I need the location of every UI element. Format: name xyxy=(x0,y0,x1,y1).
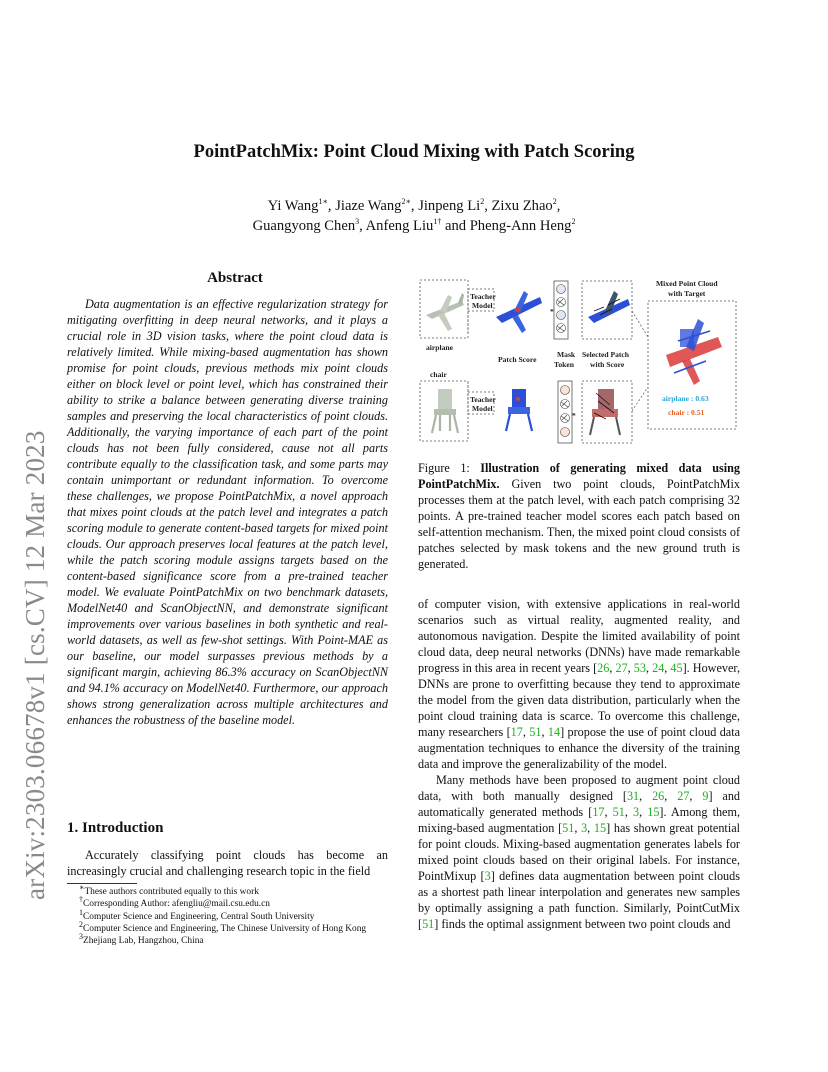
author-name: Yi Wang xyxy=(267,198,319,214)
citation-link[interactable]: 51 xyxy=(562,821,575,835)
author-affiliation-mark: 1† xyxy=(433,217,442,227)
author-name: Zixu Zhao xyxy=(491,198,553,214)
label-patch-score: Patch Score xyxy=(498,355,537,364)
svg-text:Teacher: Teacher xyxy=(470,292,496,301)
mix-operator-top: * xyxy=(550,307,554,316)
citation-link[interactable]: 15 xyxy=(647,805,660,819)
selected-patches-top xyxy=(582,281,632,339)
author-name: Pheng-Ann Heng xyxy=(469,218,572,234)
label-mask: Mask xyxy=(557,350,576,359)
svg-text:Teacher: Teacher xyxy=(470,395,496,404)
figure-1-caption xyxy=(418,460,740,572)
mask-token-column-top xyxy=(554,281,568,339)
citation-link[interactable]: 3 xyxy=(632,805,640,819)
author-affiliation-mark: 3 xyxy=(355,217,360,227)
citation-link[interactable]: 51 xyxy=(529,725,542,739)
author-name: Jiaze Wang xyxy=(335,198,402,214)
author-affiliation-mark: 2 xyxy=(552,197,557,207)
author-name: Anfeng Liu xyxy=(365,218,434,234)
citation-link[interactable]: 17 xyxy=(592,805,605,819)
result-airplane-score: airplane : 0.63 xyxy=(662,394,709,403)
caption-prefix: Figure 1: xyxy=(418,461,481,475)
author-list xyxy=(0,196,828,236)
citation-link[interactable]: 45 xyxy=(670,661,683,675)
author-name: Jinpeng Li xyxy=(418,198,481,214)
arxiv-identifier: arXiv:2303.06678v1 [cs.CV] 12 Mar 2023 xyxy=(20,430,50,900)
mix-operator-bottom: * xyxy=(572,411,576,420)
caption-bold-title: Illustration of generating mixed data using PointPatchMix. xyxy=(418,461,740,491)
svg-text:Model: Model xyxy=(472,404,493,413)
paper-title: PointPatchMix: Point Cloud Mixing with Patch Scoring xyxy=(193,142,635,162)
citation-link[interactable]: 14 xyxy=(547,725,561,739)
body-paragraph-1: of computer vision, with extensive applications in real-world scenarios such as virtual reality, augmented reality, and autonomous navigation. Despite the limited availability of point cloud data, deep neural networks (DNNs) have made remarkable progress in this area in recent years [26, 27, 53, 24, 45]. However, DNNs are prone to overfitting because they tend to approximate the model from the given data distribution, particularly when the point cloud training data is scarce. To overcome this challenge, many researchers [17, 51, 14] propose the use of point cloud data augmentation techniques to enhance the diversity of the training data and improve the generalizability of the model. xyxy=(418,597,741,771)
body-paragraph-2: Many methods have been proposed to augment point cloud data, with both manually designed [31, 26, 27, 9] and automatically generated methods [17, 51, 3, 15]. Among them, mixing-based augmentation [51, 3, 15] has shown great potential for point clouds. Mixing-based augmentation generates labels for mixed point clouds based on their original labels. For instance, PointMixup [3] defines data augmentation between point clouds as a shortest path linear interpolation and generates new samples by optimally assigning a path function. Similarly, PointCutMix [51] finds the optimal assignment between two point clouds and xyxy=(418,773,741,931)
abstract-heading: Abstract xyxy=(207,270,263,286)
citation-link[interactable]: 9 xyxy=(702,789,709,803)
label-selected-patch: Selected Patch xyxy=(582,350,630,359)
teacher-model-bottom xyxy=(468,392,496,414)
scored-airplane-cloud xyxy=(496,291,542,333)
citation-link[interactable]: 53 xyxy=(633,661,646,675)
label-airplane: airplane xyxy=(426,343,454,352)
chair-point-cloud-image xyxy=(420,381,468,441)
author-affiliation-mark: 2∗ xyxy=(401,197,411,207)
author-line-1: Yi Wang$^{1∗}$, Jiaze Wang$^{2∗}$, Jinpeng Li$^2$, Zixu Zhao$^2$, xyxy=(267,197,561,214)
airplane-point-cloud-image xyxy=(420,280,468,338)
label-with-target: with Target xyxy=(668,289,706,298)
author-affiliation-mark: 2 xyxy=(571,217,576,227)
label-token: Token xyxy=(554,360,574,369)
footnote: $^1$Computer Science and Engineering, Central South University xyxy=(79,907,315,922)
footnote: ∗These authors contributed equally to this work xyxy=(79,882,259,897)
footnote: †Corresponding Author: afengliu@mail.csu.edu.cn xyxy=(79,895,270,910)
right-column-body xyxy=(418,596,740,932)
author-line-2: Guangyong Chen$^3$, Anfeng Liu$^{1\dagger}$ and Pheng-Ann Heng$^2$ xyxy=(252,217,576,234)
footnote: $^2$Computer Science and Engineering, The Chinese University of Hong Kong xyxy=(79,919,367,934)
footnote-rule xyxy=(67,883,137,884)
citation-link[interactable]: 24 xyxy=(652,661,665,675)
author-affiliation-mark: 1∗ xyxy=(318,197,328,207)
citation-link[interactable]: 51 xyxy=(612,805,625,819)
citation-link[interactable]: 3 xyxy=(581,821,588,835)
citation-link[interactable]: 15 xyxy=(593,821,607,835)
result-chair-score: chair : 0.51 xyxy=(668,408,705,417)
citation-link[interactable]: 51 xyxy=(422,917,435,931)
scored-chair-cloud xyxy=(506,389,532,431)
teacher-model-top xyxy=(468,289,496,311)
citation-link[interactable]: 26 xyxy=(597,661,610,675)
citation-link[interactable]: 31 xyxy=(626,789,640,803)
abstract-text: Data augmentation is an effective regularization strategy for mitigating overfitting in deep neural networks, and it plays a crucial role in 3D vision tasks, where the point cloud data is relatively limited. While mixing-based augmentation has shown promise for point clouds, previous methods mix point clouds either on block level or point level, which has constrained their ability to strike a balance between generating diverse training samples and preserving the local characteristics of point clouds. Additionally, the varying importance of each part of the point clouds has not been fully considered, cause not all parts contribute equally to the classification task, and some parts may contain unimportant or redundant information. To overcome these challenges, we propose PointPatchMix, a novel approach that mixes point clouds at the patch level and integrates a patch scoring module to generate content-based targets for mixed point clouds. Our approach preserves local features at the patch level, while the patch scoring module assigns targets based on the content-based significance score from a pre-trained teacher model. We evaluate PointPatchMix on two benchmark datasets, ModelNet40 and ScanObjectNN, and demonstrate significant improvements over various baselines in both synthetic and real-world datasets, as well as few-shot settings. With Point-MAE as our baseline, our model surpasses previous methods by a significant margin, achieving 86.3% accuracy on ScanObjectNN and 94.1% accuracy on ModelNet40. Furthermore, our approach shows strong generalization across multiple architectures and enhances the robustness of the baseline model. xyxy=(67,297,388,727)
label-with-score: with Score xyxy=(590,360,625,369)
caption-body: Given two point clouds, PointPatchMix processes them at the patch level, with each patch comprising 32 points. A pre-trained teacher model scores each patch based on self-attention mechanism. Then, the mixed point cloud consists of patches selected by mask tokens and the new ground truth is generated. xyxy=(418,477,740,571)
citation-link[interactable]: 17 xyxy=(510,725,523,739)
mask-token-column-bottom xyxy=(558,381,572,443)
author-affiliation-mark: 2 xyxy=(480,197,485,207)
figure-1-illustration xyxy=(418,277,740,447)
label-chair: chair xyxy=(430,370,447,379)
label-mixed-point-cloud: Mixed Point Cloud xyxy=(656,279,718,288)
section-heading-introduction: 1. Introduction xyxy=(67,820,164,836)
citation-link[interactable]: 27 xyxy=(615,661,628,675)
author-name: Guangyong Chen xyxy=(252,218,356,234)
footnote: $^3$Zhejiang Lab, Hangzhou, China xyxy=(79,932,204,947)
citation-link[interactable]: 27 xyxy=(677,789,690,803)
svg-text:Model: Model xyxy=(472,301,493,310)
citation-link[interactable]: 3 xyxy=(484,869,491,883)
introduction-text: Accurately classifying point clouds has become an increasingly crucial and challenging research topic in the field xyxy=(67,848,388,878)
footnotes xyxy=(67,882,388,947)
citation-link[interactable]: 26 xyxy=(652,789,665,803)
selected-patches-bottom xyxy=(582,381,632,443)
